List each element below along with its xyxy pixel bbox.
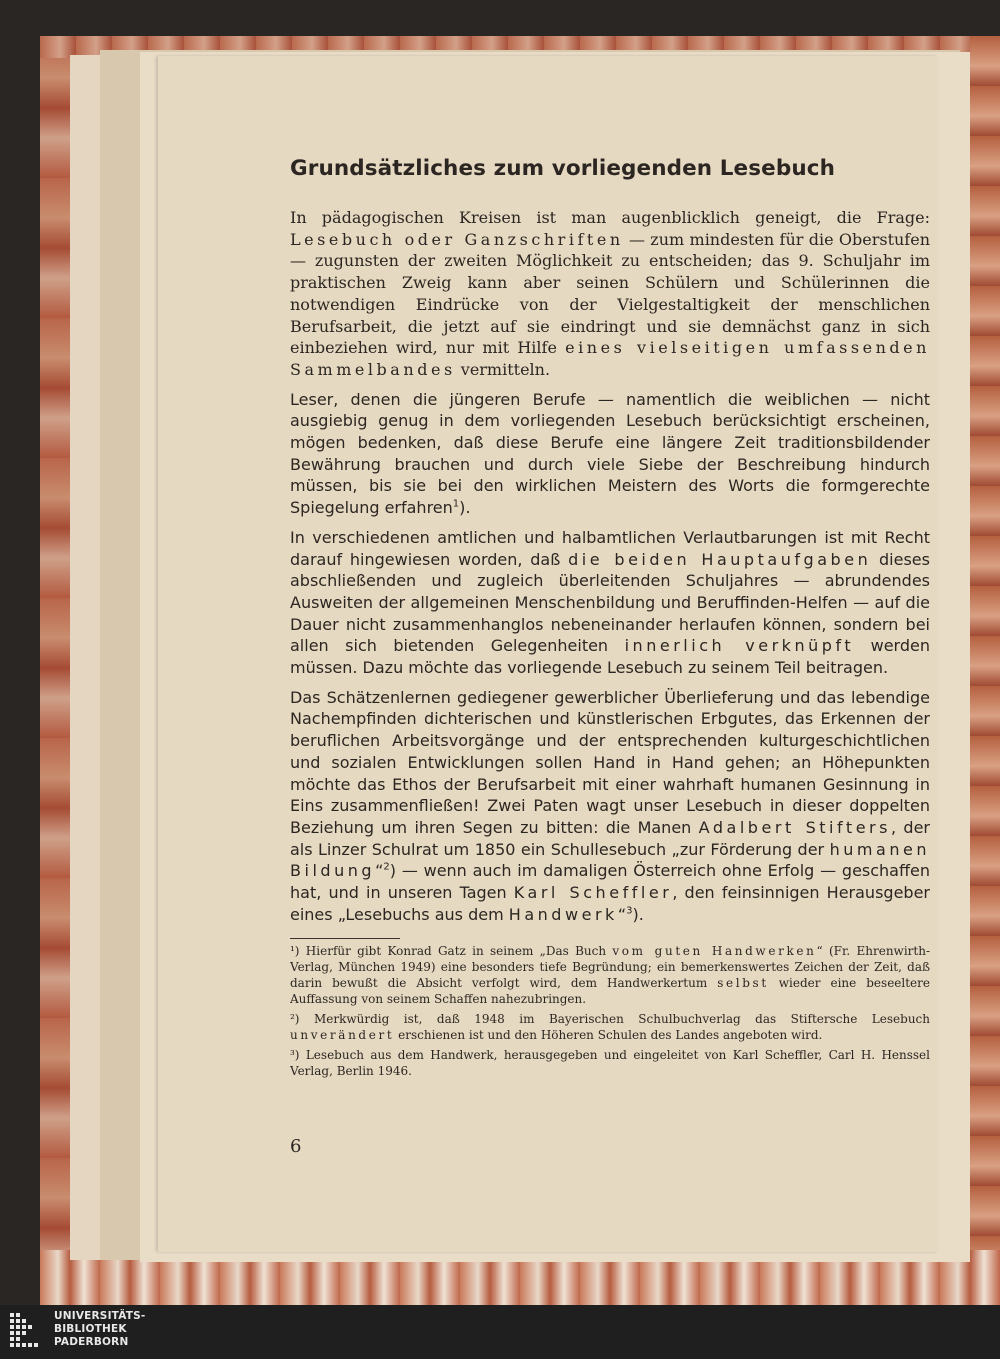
- footnote-1: ¹) Hierfür gibt Konrad Gatz in seinem „Das Buch vom guten Handwerken“ (Fr. Ehrenwirth-Verlag, München 1949) eine besonders tiefe Begründung; ein bemerkenswertes Zeichen der Zeit, daß darin bewußt die Absicht verfolgt wird, dem Handwerkertum selbst wieder eine beseeltere Auffassung von seinem Schaffen nahezubringen.: [290, 943, 930, 1006]
- page-number: 6: [290, 1136, 302, 1157]
- paragraph-3: In verschiedenen amtlichen und halbamtlichen Verlautbarungen ist mit Recht darauf hingewiesen worden, daß die beiden Hauptaufgaben dieses abschließenden und zugleich überleitenden Schuljahres — abrundendes Ausweiten der allgemeinen Menschenbildung und Beruffinden-Helfen — auf die Dauer nicht zusammenhanglos nebeneinander herlaufen können, sondern bei allen sich bietenden Gelegenheiten innerlich verknüpft werden müssen. Dazu möchte das vorliegende Lesebuch zu seinem Teil beitragen.: [290, 527, 930, 678]
- footnote-3: ³) Lesebuch aus dem Handwerk, herausgegeben und eingeleitet von Karl Scheffler, Carl H. Henssel Verlag, Berlin 1946.: [290, 1047, 930, 1078]
- paragraph-2: Leser, denen die jüngeren Berufe — namentlich die weiblichen — nicht ausgiebig genug in dem vorliegenden Lesebuch berücksichtigt erscheinen, mögen bedenken, daß diese Berufe eine längere Zeit traditionsbildender Bewährung brauchen und durch viele Siebe der Beschreibung hindurch müssen, bis sie bei den wirklichen Meistern des Worts die formgerechte Spiegelung erfahren$^1$).: [290, 389, 930, 518]
- page-title: Grundsätzliches zum vorliegenden Lesebuch: [290, 156, 835, 181]
- library-name[interactable]: UNIVERSITÄTS- BIBLIOTHEK PADERBORN: [54, 1310, 146, 1348]
- library-footer: [0, 1305, 1000, 1359]
- book-cover-right-edge: [970, 36, 1000, 1305]
- paragraph-4: Das Schätzenlernen gediegener gewerblicher Überlieferung und das lebendige Nachempfinden dichterischen und künstlerischen Erbgutes, das Erkennen der beruflichen Arbeitsvorgänge und der entsprechenden kulturgeschichtlichen und sozialen Entwicklungen sollen Hand in Hand gehen; an Höhepunkten möchte das Ethos der Berufsarbeit mit einer wahrhaft humanen Gesinnung in Eins zusammenfließen! Zwei Paten wagt unser Lesebuch in dieser doppelten Beziehung um ihren Segen zu bitten: die Manen Adalbert Stifters, der als Linzer Schulrat um 1850 ein Schullesebuch „zur Förderung der humanen Bildung“$^2$) — wenn auch im damaligen Österreich ohne Erfolg — geschaffen hat, und in unseren Tagen Karl Scheffler, den feinsinnigen Herausgeber eines „Lesebuchs aus dem Handwerk“$^3$).: [290, 687, 931, 924]
- university-logo-icon[interactable]: [8, 1311, 50, 1353]
- page-content: [290, 156, 930, 1083]
- footnote-2: ²) Merkwürdig ist, daß 1948 im Bayerischen Schulbuchverlag das Stiftersche Lesebuch unverändert erschienen ist und den Höheren Schulen des Landes angeboten wird.: [290, 1011, 930, 1042]
- book-page: [158, 56, 938, 1252]
- footnote-divider: [290, 938, 400, 939]
- paragraph-1: In pädagogischen Kreisen ist man augenblicklich geneigt, die Frage: Lesebuch oder Ganzschriften — zum mindesten für die Oberstufen — zugunsten der zweiten Möglichkeit zu entscheiden; das 9. Schuljahr im praktischen Zweig kann aber seinen Schülern und Schülerinnen die notwendigen Eindrücke von der Vielgestaltigkeit der menschlichen Berufsarbeit, die jetzt auf sie eindringt und sie demnächst ganz in sich einbeziehen wird, nur mit Hilfe eines vielseitigen umfassenden Sammelbandes vermitteln.: [290, 208, 931, 379]
